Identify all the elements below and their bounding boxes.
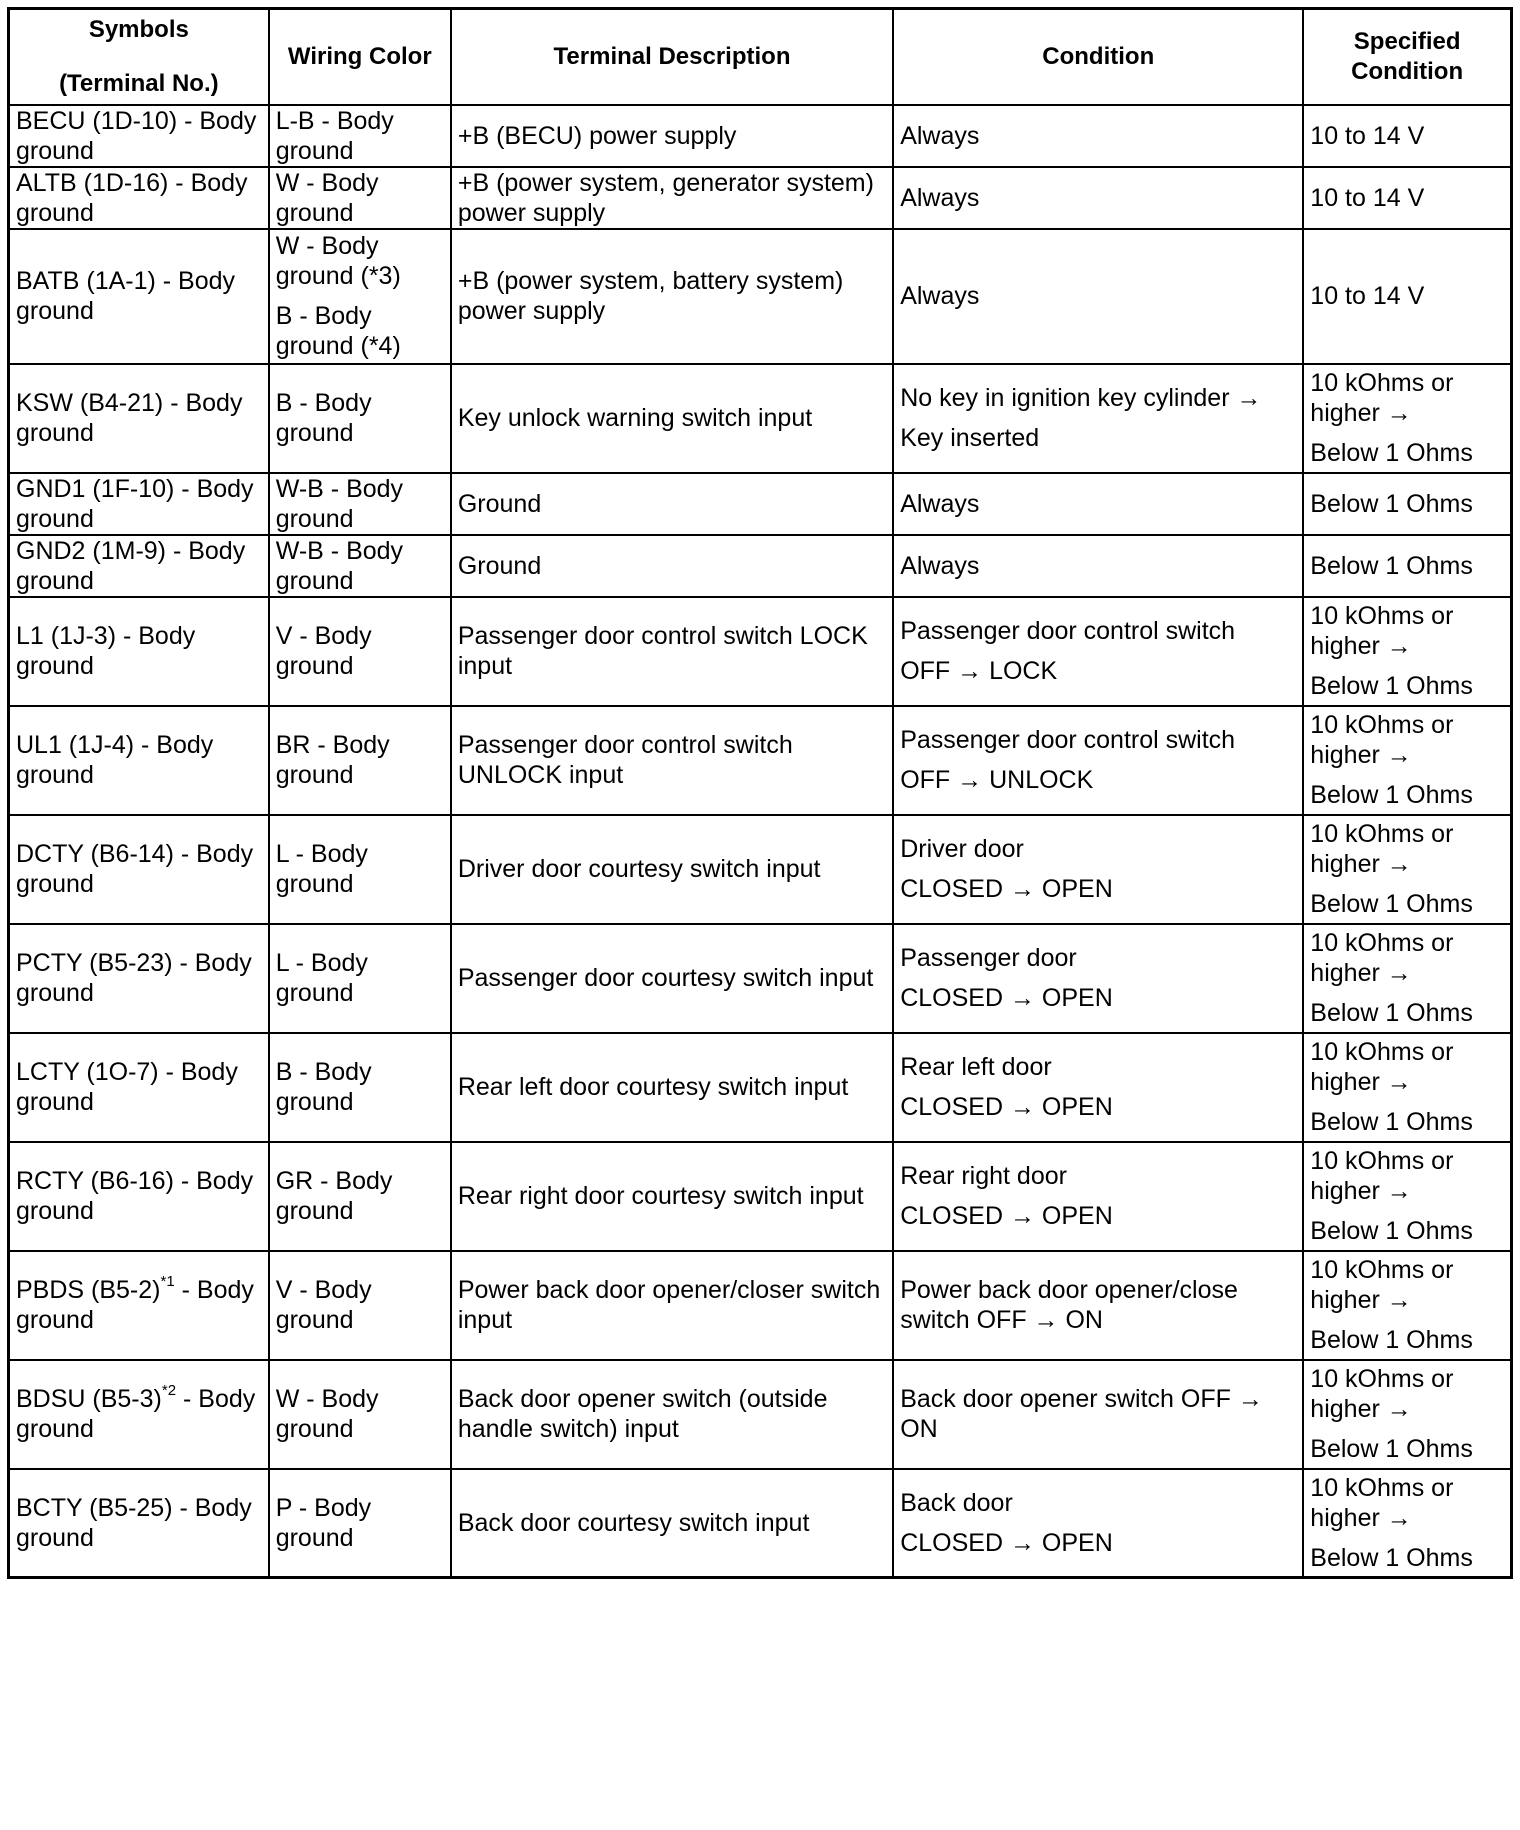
cell-specified-condition [1303, 924, 1511, 1033]
specified-condition-text: 10 kOhms or higher → [1310, 369, 1454, 427]
symbol-footnote-mark: *2 [161, 1382, 177, 1399]
cell-wiring-color [269, 1360, 451, 1469]
wiring-color-text: GR - Body ground [275, 1167, 393, 1225]
cell-specified-condition [1303, 815, 1511, 924]
cell-condition [893, 105, 1303, 167]
cell-condition [893, 535, 1303, 597]
header-terminal-description: Terminal Description [451, 9, 893, 105]
cell-specified-condition [1303, 105, 1511, 167]
table-row [9, 105, 1512, 167]
wiring-color-text: W - Body ground [275, 168, 379, 227]
specified-condition-text: 10 kOhms or higher → [1310, 1038, 1454, 1096]
header-symbols-line2: (Terminal No.) [59, 69, 219, 97]
cell-symbol [9, 1142, 269, 1251]
specified-condition-text: Below 1 Ohms [1310, 1108, 1473, 1136]
cell-symbol [9, 167, 269, 229]
wiring-color-text: L - Body ground [275, 949, 368, 1007]
cell-specified-condition [1303, 473, 1511, 535]
wiring-color-text: W-B - Body ground [275, 474, 404, 533]
table-header-row [9, 9, 1512, 105]
specified-condition-text: 10 kOhms or higher → [1310, 711, 1454, 769]
specified-condition-text: 10 to 14 V [1310, 121, 1425, 150]
cell-terminal-description: Power back door opener/closer switch input [451, 1251, 893, 1360]
specified-condition-text: 10 kOhms or higher → [1310, 1147, 1454, 1205]
symbol-text: PBDS (B5-2) [16, 1276, 161, 1304]
symbol-text: BCTY (B5-25) - Body ground [16, 1493, 252, 1552]
cell-wiring-color [269, 1251, 451, 1360]
cell-condition [893, 1251, 1303, 1360]
condition-text: Always [900, 551, 980, 580]
symbol-text: GND2 (1M-9) - Body ground [16, 536, 246, 595]
cell-symbol [9, 1251, 269, 1360]
wiring-color-text: W - Body ground (*3) [275, 232, 401, 290]
cell-symbol [9, 815, 269, 924]
condition-text: No key in ignition key cylinder → [900, 384, 1262, 412]
specified-condition-text: 10 to 14 V [1310, 183, 1425, 212]
cell-condition [893, 473, 1303, 535]
cell-wiring-color [269, 924, 451, 1033]
cell-wiring-color [269, 473, 451, 535]
cell-symbol [9, 105, 269, 167]
cell-wiring-color [269, 364, 451, 473]
specified-condition-text: 10 kOhms or higher → [1310, 1473, 1454, 1532]
wiring-color-text: B - Body ground (*4) [275, 302, 401, 360]
terminal-spec-table [7, 7, 1513, 1579]
specified-condition-text: Below 1 Ohms [1310, 1435, 1473, 1463]
condition-text: Driver door [900, 835, 1024, 863]
cell-specified-condition [1303, 1033, 1511, 1142]
specified-condition-text: 10 kOhms or higher → [1310, 929, 1454, 987]
specified-condition-text: 10 kOhms or higher → [1310, 602, 1454, 660]
cell-specified-condition [1303, 1142, 1511, 1251]
wiring-color-text: V - Body ground [275, 1276, 372, 1334]
symbol-text: GND1 (1F-10) - Body ground [16, 474, 254, 533]
condition-text: CLOSED → OPEN [900, 1202, 1113, 1230]
table-row [9, 706, 1512, 815]
symbol-text: DCTY (B6-14) - Body ground [16, 840, 254, 898]
specified-condition-text: 10 kOhms or higher → [1310, 820, 1454, 878]
cell-specified-condition [1303, 167, 1511, 229]
header-symbols-line1: Symbols [88, 15, 189, 43]
cell-terminal-description: +B (power system, battery system) power supply [451, 229, 893, 364]
symbol-text: L1 (1J-3) - Body ground [16, 622, 196, 680]
condition-text: Always [900, 183, 980, 212]
cell-terminal-description: Ground [451, 535, 893, 597]
cell-condition [893, 167, 1303, 229]
table-row [9, 1360, 1512, 1469]
wiring-color-text: V - Body ground [275, 622, 372, 680]
cell-condition [893, 706, 1303, 815]
table-row [9, 1469, 1512, 1578]
specified-condition-text: Below 1 Ohms [1310, 439, 1473, 467]
symbol-text: ALTB (1D-16) - Body ground [16, 168, 248, 227]
specified-condition-text: Below 1 Ohms [1310, 1543, 1473, 1572]
cell-specified-condition [1303, 1469, 1511, 1578]
header-symbols [9, 9, 269, 105]
specified-condition-text: Below 1 Ohms [1310, 890, 1473, 918]
cell-wiring-color [269, 105, 451, 167]
header-wiring-color: Wiring Color [269, 9, 451, 105]
cell-specified-condition [1303, 364, 1511, 473]
symbol-text: LCTY (1O-7) - Body ground [16, 1058, 238, 1116]
cell-condition [893, 597, 1303, 706]
cell-terminal-description: +B (BECU) power supply [451, 105, 893, 167]
condition-text: OFF → UNLOCK [900, 766, 1094, 794]
cell-terminal-description: Back door courtesy switch input [451, 1469, 893, 1578]
table-row [9, 924, 1512, 1033]
condition-text: Key inserted [900, 424, 1040, 452]
condition-text: Rear left door [900, 1053, 1052, 1081]
specified-condition-text: Below 1 Ohms [1310, 781, 1473, 809]
wiring-color-text: P - Body ground [275, 1493, 372, 1552]
wiring-color-text: BR - Body ground [275, 731, 390, 789]
cell-wiring-color [269, 229, 451, 364]
specified-condition-text: 10 kOhms or higher → [1310, 1256, 1454, 1314]
table-row [9, 167, 1512, 229]
cell-wiring-color [269, 815, 451, 924]
cell-specified-condition [1303, 597, 1511, 706]
table-row [9, 1251, 1512, 1360]
cell-symbol [9, 597, 269, 706]
cell-symbol [9, 1033, 269, 1142]
cell-wiring-color [269, 706, 451, 815]
cell-condition [893, 1469, 1303, 1578]
cell-condition [893, 364, 1303, 473]
condition-text: Always [900, 489, 980, 518]
specified-condition-text: Below 1 Ohms [1310, 1326, 1473, 1354]
cell-terminal-description: Driver door courtesy switch input [451, 815, 893, 924]
symbol-text: PCTY (B5-23) - Body ground [16, 949, 252, 1007]
header-condition: Condition [893, 9, 1303, 105]
table-row [9, 815, 1512, 924]
symbol-text: RCTY (B6-16) - Body ground [16, 1167, 254, 1225]
table-row [9, 229, 1512, 364]
header-specified-line1: Specified [1353, 27, 1461, 55]
header-specified-condition [1303, 9, 1511, 105]
cell-specified-condition [1303, 229, 1511, 364]
table-row [9, 473, 1512, 535]
cell-condition [893, 924, 1303, 1033]
cell-specified-condition [1303, 1360, 1511, 1469]
symbol-text-suffix: - Body ground [16, 1385, 256, 1443]
cell-wiring-color [269, 167, 451, 229]
symbol-text: KSW (B4-21) - Body ground [16, 389, 243, 447]
cell-wiring-color [269, 597, 451, 706]
wiring-color-text: W-B - Body ground [275, 536, 404, 595]
specified-condition-text: Below 1 Ohms [1310, 489, 1473, 518]
cell-wiring-color [269, 1469, 451, 1578]
cell-terminal-description: Rear right door courtesy switch input [451, 1142, 893, 1251]
table-row [9, 597, 1512, 706]
cell-terminal-description: Passenger door control switch UNLOCK input [451, 706, 893, 815]
cell-symbol [9, 924, 269, 1033]
condition-text: Always [900, 282, 980, 310]
cell-symbol [9, 535, 269, 597]
cell-specified-condition [1303, 706, 1511, 815]
cell-terminal-description: Key unlock warning switch input [451, 364, 893, 473]
symbol-text: BATB (1A-1) - Body ground [16, 267, 236, 325]
cell-condition [893, 1360, 1303, 1469]
cell-wiring-color [269, 535, 451, 597]
specified-condition-text: Below 1 Ohms [1310, 999, 1473, 1027]
cell-condition [893, 815, 1303, 924]
wiring-color-text: B - Body ground [275, 1058, 372, 1116]
condition-text: CLOSED → OPEN [900, 1528, 1113, 1557]
specified-condition-text: Below 1 Ohms [1310, 1217, 1473, 1245]
cell-symbol [9, 473, 269, 535]
wiring-color-text: L - Body ground [275, 840, 368, 898]
condition-text: CLOSED → OPEN [900, 984, 1113, 1012]
cell-terminal-description: +B (power system, generator system) power supply [451, 167, 893, 229]
condition-text: Power back door opener/close switch OFF → ON [900, 1276, 1238, 1334]
cell-terminal-description: Ground [451, 473, 893, 535]
condition-text: Rear right door [900, 1162, 1067, 1190]
wiring-color-text: B - Body ground [275, 389, 372, 447]
cell-condition [893, 1033, 1303, 1142]
cell-terminal-description: Passenger door control switch LOCK input [451, 597, 893, 706]
condition-text: CLOSED → OPEN [900, 1093, 1113, 1121]
specified-condition-text: Below 1 Ohms [1310, 551, 1473, 580]
cell-terminal-description: Passenger door courtesy switch input [451, 924, 893, 1033]
cell-condition [893, 1142, 1303, 1251]
condition-text: Passenger door [900, 944, 1077, 972]
condition-text: OFF → LOCK [900, 657, 1058, 685]
cell-specified-condition [1303, 1251, 1511, 1360]
cell-specified-condition [1303, 535, 1511, 597]
symbol-text: BDSU (B5-3) [16, 1385, 162, 1413]
table-row [9, 1033, 1512, 1142]
cell-terminal-description: Back door opener switch (outside handle switch) input [451, 1360, 893, 1469]
specified-condition-text: Below 1 Ohms [1310, 672, 1473, 700]
cell-symbol [9, 706, 269, 815]
table-row [9, 1142, 1512, 1251]
wiring-color-text: W - Body ground [275, 1385, 379, 1443]
cell-symbol [9, 229, 269, 364]
cell-symbol [9, 364, 269, 473]
condition-text: Back door [900, 1488, 1013, 1517]
cell-wiring-color [269, 1142, 451, 1251]
condition-text: CLOSED → OPEN [900, 875, 1113, 903]
cell-symbol [9, 1469, 269, 1578]
wiring-color-text: L-B - Body ground [275, 106, 394, 165]
table-row [9, 535, 1512, 597]
specified-condition-text: 10 kOhms or higher → [1310, 1365, 1454, 1423]
table-body [9, 105, 1512, 1578]
symbol-text: UL1 (1J-4) - Body ground [16, 731, 214, 789]
cell-wiring-color [269, 1033, 451, 1142]
symbol-text: BECU (1D-10) - Body ground [16, 106, 257, 165]
condition-text: Passenger door control switch [900, 617, 1236, 645]
condition-text: Always [900, 121, 980, 150]
cell-terminal-description: Rear left door courtesy switch input [451, 1033, 893, 1142]
condition-text: Back door opener switch OFF → ON [900, 1385, 1263, 1443]
table-row [9, 364, 1512, 473]
symbol-text-suffix: - Body ground [16, 1276, 254, 1334]
cell-condition [893, 229, 1303, 364]
specified-condition-text: 10 to 14 V [1310, 282, 1425, 310]
condition-text: Passenger door control switch [900, 726, 1236, 754]
symbol-footnote-mark: *1 [160, 1273, 175, 1290]
header-specified-line2: Condition [1351, 57, 1464, 85]
cell-symbol [9, 1360, 269, 1469]
